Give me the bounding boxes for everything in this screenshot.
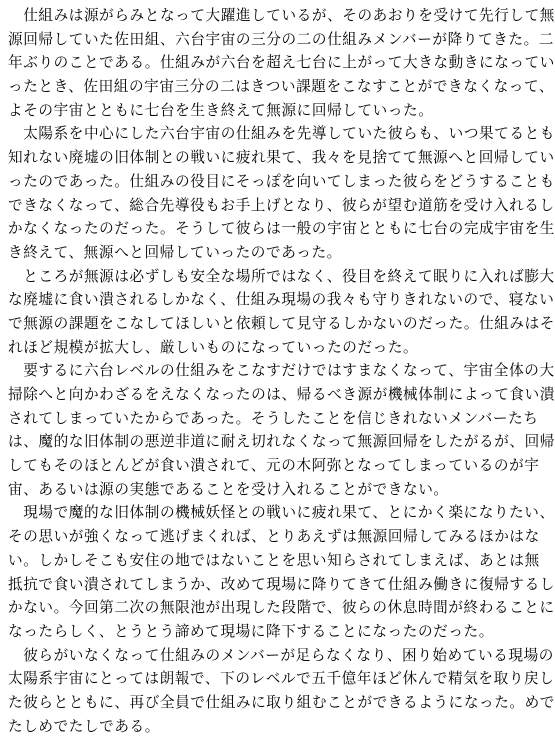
- text-line: は、魔的な旧体制の悪逆非道に耐え切れなくなって無源回帰をしたがるが、回帰: [8, 433, 555, 451]
- text-line: できなくなって、総合先導役もお手上げとなり、彼らが望む道筋を受け入れるし: [8, 196, 555, 214]
- text-line: なったらしく、とうとう諦めて現場に降下することになったのだった。: [8, 622, 494, 640]
- text-line: 要するに六台レベルの仕組みをこなすだけではすまなくなって、宇宙全体の大: [8, 362, 555, 380]
- text-line: 彼らがいなくなって仕組みのメンバーが足らなくなり、困り始めている現場の: [8, 646, 554, 664]
- text-line: い。しかしそこも安住の地ではないことを思い知らされてしまえば、あとは無: [8, 551, 540, 569]
- text-line: かない。今回第二次の無限池が出現した段階で、彼らの休息時間が終わることに: [8, 599, 555, 617]
- text-line: されてしまっていたからであった。そうしたことを信じきれないメンバーたち: [8, 409, 539, 427]
- text-line: な廃墟に食い潰されるしかなく、仕組み現場の我々も守りきれないので、寝ない: [8, 291, 555, 309]
- text-line: 知れない廃墟の旧体制との戦いに疲れ果て、我々を見捨てて無源へと回帰してい: [8, 149, 555, 167]
- text-line: 太陽系を中心にした六台宇宙の仕組みを先導していた彼らも、いつ果てるとも: [8, 125, 555, 143]
- text-line: 掃除へと向かわざるをえなくなったのは、帰るべき源が機械体制によって食い潰: [8, 386, 555, 403]
- text-line: た彼らとともに、再び全員で仕組みに取り組むことができるようになった。めで: [8, 693, 555, 711]
- text-line: で無源の課題をこなしてほしいと依頼して見守るしかないのだった。仕組みはそ: [8, 314, 555, 332]
- text-line: 太陽系宇宙にとっては朗報で、下のレベルで五千億年ほど休んで精気を取り戻し: [8, 670, 555, 688]
- text-line: たしめでたしである。: [8, 717, 160, 735]
- text-line: ったとき、佐田組の宇宙三分の二はきつい課題をこなすことができなくなって、: [8, 78, 555, 96]
- text-line: 現場で魔的な旧体制の機械妖怪との戦いに疲れ果て、とにかく楽になりたい、: [8, 504, 555, 522]
- text-line: その思いが強くなって逃げまくれば、とりあえずは無源回帰してみるほかはな: [8, 528, 540, 546]
- text-line: 仕組みは源がらみとなって大躍進しているが、そのあおりを受けて先行して無: [8, 7, 555, 24]
- text-line: 抵抗で食い潰されてしまうか、改めて現場に降りてきて仕組み働きに復帰するし: [8, 575, 555, 593]
- text-line: してもそのほとんどが食い潰されて、元の木阿弥となってしまっているのが宇: [8, 457, 540, 475]
- text-line: き終えて、無源へと回帰していったのであった。: [8, 243, 342, 261]
- text-line: れほど規模が拡大し、厳しいものになっていったのだった。: [8, 338, 419, 356]
- text-line: 源回帰していた佐田組、六台宇宙の三分の二の仕組みメンバーが降りてきた。二: [8, 30, 554, 48]
- text-line: 年ぶりのことである。仕組みが六台を超え七台に上がって大きな動きになってい: [8, 54, 555, 72]
- text-line: よその宇宙とともに七台を生き終えて無源に回帰していった。: [8, 101, 434, 119]
- text-line: ところが無源は必ずしも安全な場所ではなく、役目を終えて眠りに入れば膨大: [8, 267, 555, 285]
- text-line: ったのであった。仕組みの役目にそっぽを向いてしまった彼らをどうすることも: [8, 172, 555, 190]
- text-line: かなくなったのだった。そうして彼らは一般の宇宙とともに七台の完成宇宙を生: [8, 220, 555, 238]
- text-line: 宙、あるいは源の実態であることを受け入れることができない。: [8, 480, 449, 498]
